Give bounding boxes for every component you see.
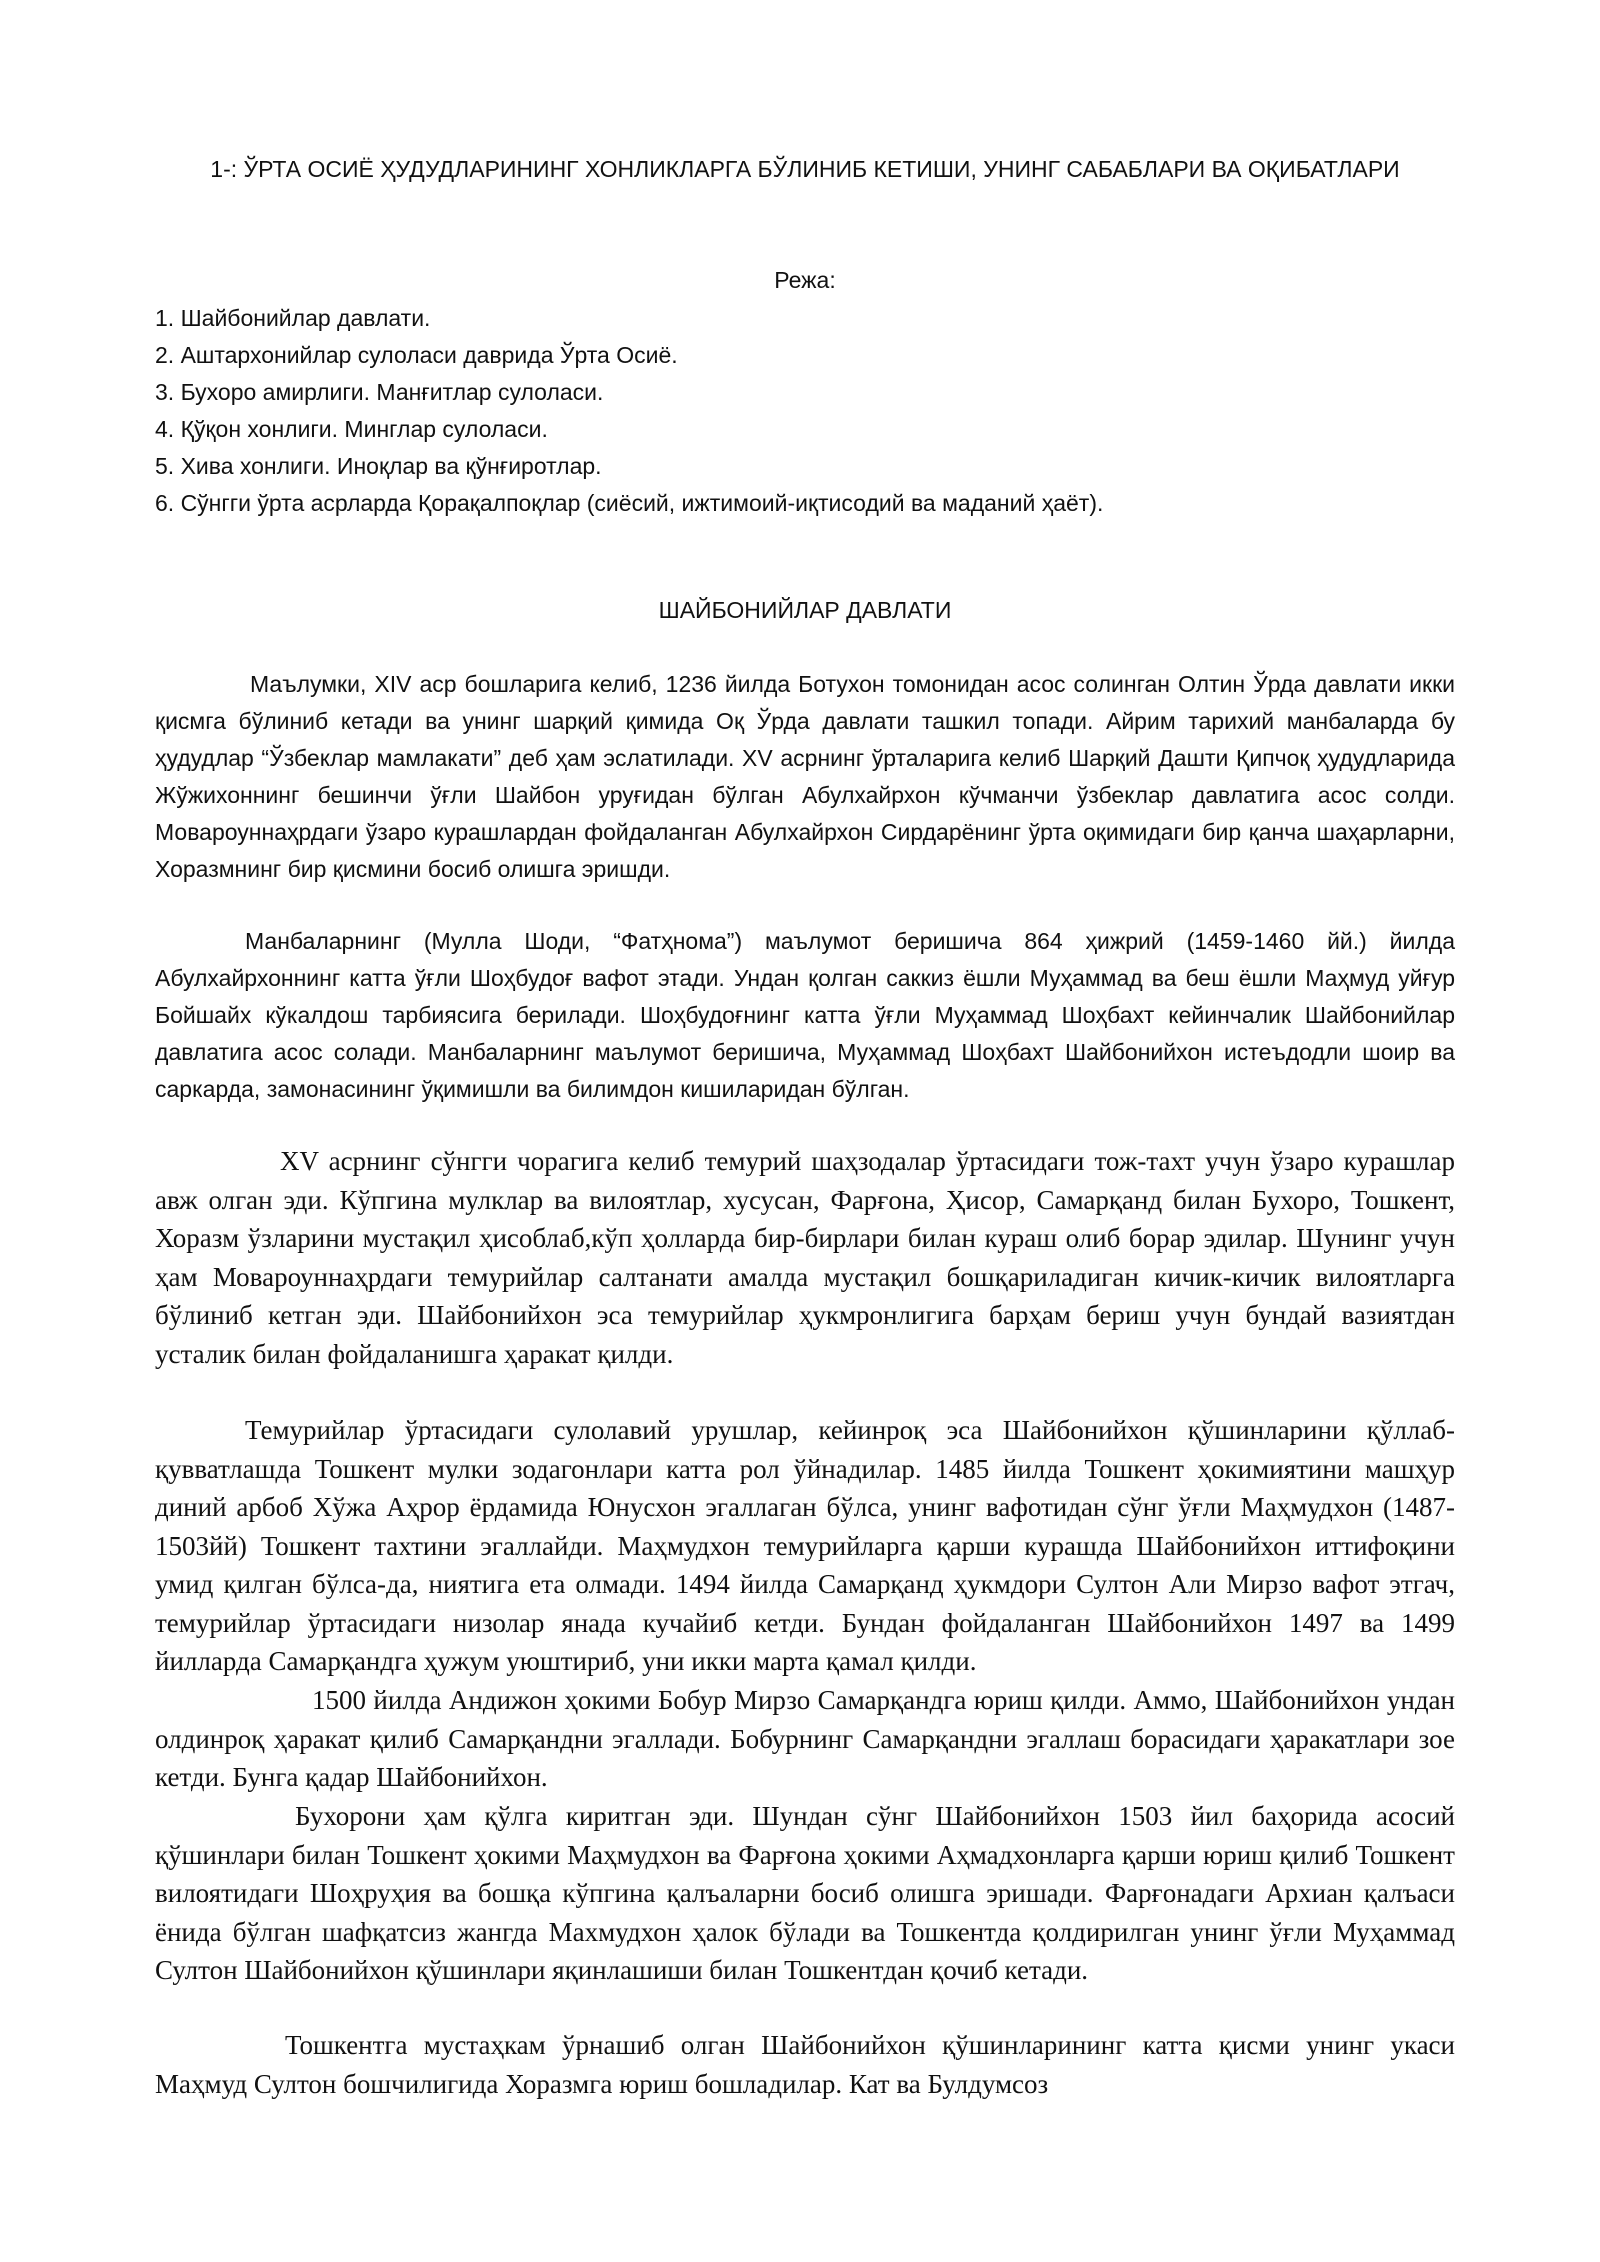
plan-item: 1. Шайбонийлар давлати.: [155, 305, 431, 331]
body-paragraph: Бухорони ҳам қўлга киритган эди. Шундан сўнг Шайбонийхон 1503 йил баҳорида асосий қўшинлари билан Тошкент ҳокими Маҳмудхон ва Фарғона ҳокими Аҳмадхонларга қарши юриш қилиб Тошкент вилоятидаги Шоҳруҳия ва бошқа кўпгина қалъаларни босиб олишга эришади. Фарғонадаги Архиан қалъаси ёнида бўлган шафқатсиз жангда Махмудхон ҳалок бўлади ва Тошкентда қолдирилган унинг ўғли Муҳаммад Султон Шайбонийхон қўшинлари яқинлашиши билан Тошкентдан қочиб кетади.: [155, 1801, 1455, 1985]
plan-item: 2. Аштархонийлар сулоласи даврида Ўрта Осиё.: [155, 342, 678, 368]
body-paragraph: Темурийлар ўртасидаги сулолавий урушлар, кейинроқ эса Шайбонийхон қўшинларини қўллаб-қувватлашда Тошкент мулки зодагонлари катта рол ўйнадилар. 1485 йилда Тошкент ҳокимиятини машҳур диний арбоб Хўжа Аҳрор ёрдамида Юнусхон эгаллаган бўлса, унинг вафотидан сўнг ўғли Маҳмудхон (1487-1503йй) Тошкент тахтини эгаллайди. Маҳмудхон темурийларга қарши курашда Шайбонийхон иттифоқини умид қилган бўлса-да, ниятига ета олмади. 1494 йилда Самарқанд ҳукмдори Султон Али Мирзо вафот этгач, темурийлар ўртасидаги низолар янада кучайиб кетди. Бундан фойдаланган Шайбонийхон 1497 ва 1499 йилларда Самарқандга ҳужум уюштириб, уни икки марта қамал қилди.: [155, 1415, 1455, 1676]
body-paragraph: XV асрнинг сўнгги чорагига келиб темурий шаҳзодалар ўртасидаги тож-тахт учун ўзаро курашлар авж олган эди. Кўпгина мулклар ва вилоятлар, хусусан, Фарғона, Ҳисор, Самарқанд билан Бухоро, Тошкент, Хоразм ўзларини мустақил ҳисоблаб,кўп ҳолларда бир-бирлари билан кураш олиб борар эдилар. Шунинг учун ҳам Мовароуннаҳрдаги темурийлар салтанати амалда мустақил бошқариладиган кичик-кичик вилоятларга бўлиниб кетган эди. Шайбонийхон эса темурийлар ҳукмронлигига барҳам бериш учун бундай вазиятдан усталик билан фойдаланишга ҳаракат қилди.: [155, 1146, 1455, 1369]
section-heading: ШАЙБОНИЙЛАР ДАВЛАТИ: [658, 597, 952, 623]
plan-item: 4. Қўқон хонлиги. Минглар сулоласи.: [155, 416, 548, 442]
body-paragraph: Тошкентга мустаҳкам ўрнашиб олган Шайбонийхон қўшинларининг катта қисми унинг укаси Маҳмуд Султон бошчилигида Хоразмга юриш бошладилар. Кат ва Булдумсоз: [155, 2030, 1455, 2099]
body-paragraph: Маълумки, XIV аср бошларига келиб, 1236 йилда Ботухон томонидан асос солинган Олтин Ўрда давлати икки қисмга бўлиниб кетади ва унинг шарқий қимида Оқ Ўрда давлати ташкил топади. Айрим тарихий манбаларда бу ҳудудлар “Ўзбеклар мамлакати” деб ҳам эслатилади. XV асрнинг ўрталарига келиб Шарқий Дашти Қипчоқ ҳудудларида Жўжихоннинг бешинчи ўғли Шайбон уруғидан бўлган Абулхайрхон кўчманчи ўзбеклар давлатига асос солди. Мовароуннаҳрдаги ўзаро курашлардан фойдаланган Абулхайрхон Сирдарёнинг ўрта оқимидаги бир қанча шаҳарларни, Хоразмнинг бир қисмини босиб олишга эришди.: [155, 671, 1455, 882]
plan-list: [155, 300, 1455, 522]
plan-item: 6. Сўнгги ўрта асрларда Қорақалпоқлар (сиёсий, ижтимоий-иқтисодий ва маданий ҳаёт).: [155, 490, 1104, 516]
document-title: 1-: ЎРТА ОСИЁ ҲУДУДЛАРИНИНГ ХОНЛИКЛАРГА БЎЛИНИБ КЕТИШИ, УНИНГ САБАБЛАРИ ВА ОҚИБАТЛАРИ: [210, 156, 1400, 182]
body-paragraph: 1500 йилда Андижон ҳокими Бобур Мирзо Самарқандга юриш қилди. Аммо, Шайбонийхон ундан олдинроқ ҳаракат қилиб Самарқандни эгаллади. Бобурнинг Самарқандни эгаллаш борасидаги ҳаракатлари зое кетди. Бунга қадар Шайбонийхон.: [155, 1685, 1455, 1792]
plan-heading: Режа:: [774, 267, 836, 293]
plan-item: 5. Хива хонлиги. Иноқлар ва қўнғиротлар.: [155, 453, 602, 479]
body-paragraph: Манбаларнинг (Мулла Шоди, “Фатҳнома”) маълумот беришича 864 ҳижрий (1459-1460 йй.) йилда Абулхайрхоннинг катта ўғли Шоҳбудоғ вафот этади. Ундан қолган саккиз ёшли Муҳаммад ва беш ёшли Маҳмуд уйғур Бойшайх кўкалдош тарбиясига берилади. Шоҳбудоғнинг катта ўғли Муҳаммад Шоҳбахт кейинчалик Шайбонийлар давлатига асос солади. Манбаларнинг маълумот беришича, Муҳаммад Шоҳбахт Шайбонийхон истеъдодли шоир ва саркарда, замонасининг ўқимишли ва билимдон кишиларидан бўлган.: [155, 928, 1455, 1102]
plan-item: 3. Бухоро амирлиги. Манғитлар сулоласи.: [155, 379, 604, 405]
